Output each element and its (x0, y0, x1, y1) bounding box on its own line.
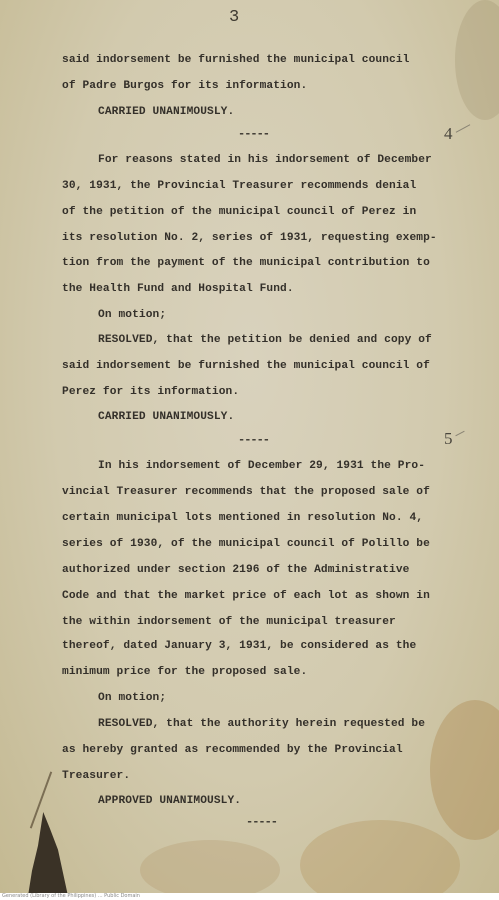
margin-number-5: 5 (444, 429, 453, 448)
text-line: authorized under section 2196 of the Administrative (62, 564, 410, 576)
text-line: its resolution No. 2, series of 1931, requesting exemp- (62, 232, 437, 244)
text-line: On motion; (98, 309, 167, 321)
margin-tick (456, 124, 471, 132)
text-line: CARRIED UNANIMOUSLY. (98, 411, 235, 423)
text-line: Perez for its information. (62, 386, 240, 398)
stain (430, 700, 499, 840)
text-line: On motion; (98, 692, 167, 704)
text-line: Code and that the market price of each lot as shown in (62, 590, 430, 602)
text-line: of Padre Burgos for its information. (62, 80, 308, 92)
margin-number-4: 4 (444, 124, 453, 143)
section-separator: ----- (238, 433, 270, 447)
text-line: 30, 1931, the Provincial Treasurer recommends denial (62, 180, 417, 192)
text-line: certain municipal lots mentioned in resolution No. 4, (62, 512, 424, 524)
text-line: said indorsement be furnished the municipal council of (62, 360, 430, 372)
text-line: thereof, dated January 3, 1931, be considered as the (62, 640, 417, 652)
text-line: CARRIED UNANIMOUSLY. (98, 106, 235, 118)
text-line: series of 1930, of the municipal council of Polillo be (62, 538, 430, 550)
text-line: tion from the payment of the municipal contribution to (62, 257, 430, 269)
section-separator: ----- (238, 127, 270, 141)
page-number: 3 (229, 8, 240, 27)
stain (455, 0, 499, 120)
text-line: of the petition of the municipal council of Perez in (62, 206, 417, 218)
text-line: as hereby granted as recommended by the Provincial (62, 744, 403, 756)
text-line: said indorsement be furnished the municipal council (62, 54, 410, 66)
stain (140, 840, 280, 893)
paper-crease (30, 771, 52, 828)
text-line: minimum price for the proposed sale. (62, 666, 308, 678)
margin-tick (455, 431, 464, 437)
section-separator: ----- (246, 815, 278, 829)
stain (300, 820, 460, 893)
text-line: vincial Treasurer recommends that the proposed sale of (62, 486, 430, 498)
text-line: the Health Fund and Hospital Fund. (62, 283, 294, 295)
text-line: Treasurer. (62, 770, 131, 782)
scan-footer: Generated (Library of the Philippines) ... Public Domain (0, 893, 499, 900)
text-line: In his indorsement of December 29, 1931 the Pro- (98, 460, 426, 472)
text-line: the within indorsement of the municipal treasurer (62, 616, 396, 628)
text-line: APPROVED UNANIMOUSLY. (98, 795, 242, 807)
text-line: For reasons stated in his indorsement of December (98, 154, 432, 166)
text-line: RESOLVED, that the authority herein requested be (98, 718, 426, 730)
paper-tear (28, 812, 68, 893)
text-line: RESOLVED, that the petition be denied and copy of (98, 334, 432, 346)
